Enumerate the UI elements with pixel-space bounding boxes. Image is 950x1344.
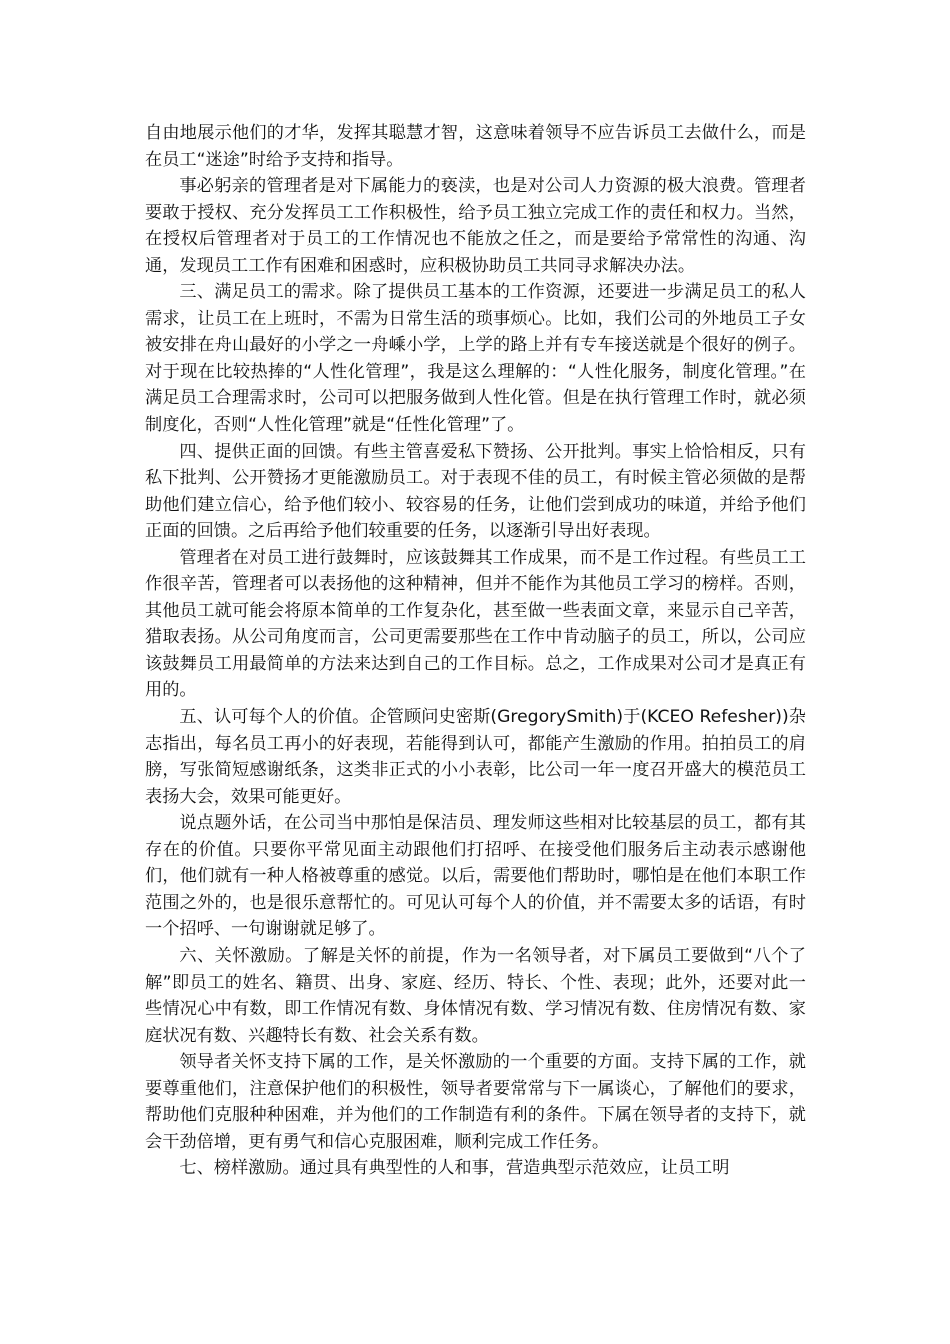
paragraph-section-6: 六、关怀激励。了解是关怀的前提，作为一名领导者，对下属员工要做到“八个了解”即员工的姓名、籍贯、出身、家庭、经历、特长、个性、表现；此外，还要对此一些情况心中有数，即工作情况有数、身体情况有数、学习情况有数、住房情况有数、家庭状况有数、兴趣特长有数、社会关系有数。	[145, 945, 806, 1046]
paragraph-continuation: 自由地展示他们的才华，发挥其聪慧才智，这意味着领导不应告诉员工去做什么，而是在员工“迷途”时给予支持和指导。	[145, 123, 806, 170]
paragraph-encourage-results: 管理者在对员工进行鼓舞时，应该鼓舞其工作成果，而不是工作过程。有些员工工作很辛苦，管理者可以表扬他的这种精神，但并不能作为其他员工学习的榜样。否则，其他员工就可能会将原本简单的工作复杂化，甚至做一些表面文章，来显示自己辛苦，猎取表扬。从公司角度而言，公司更需要那些在工作中肯动脑子的员工，所以，公司应该鼓舞员工用最简单的方法来达到自己的工作目标。总之，工作成果对公司才是真正有用的。	[145, 547, 806, 701]
paragraph-section-4: 四、提供正面的回馈。有些主管喜爱私下赞扬、公开批判。事实上恰恰相反，只有私下批判、公开赞扬才更能激励员工。对于表现不佳的员工，有时候主管必须做的是帮助他们建立信心，给予他们较小、较容易的任务，让他们尝到成功的味道，并给予他们正面的回馈。之后再给予他们较重要的任务，以逐渐引导出好表现。	[145, 441, 806, 542]
paragraph-aside: 说点题外话，在公司当中那怕是保洁员、理发师这些相对比较基层的员工，都有其存在的价值。只要你平常见面主动跟他们打招呼、在接受他们服务后主动表示感谢他们，他们就有一种人格被尊重的感觉。以后，需要他们帮助时，哪怕是在他们本职工作范围之外的，也是很乐意帮忙的。可见认可每个人的价值，并不需要太多的话语，有时一个招呼、一句谢谢就足够了。	[145, 813, 806, 940]
paragraph-section-7: 七、榜样激励。通过具有典型性的人和事，营造典型示范效应，让员工明	[179, 1158, 730, 1179]
paragraph-support: 领导者关怀支持下属的工作，是关怀激励的一个重要的方面。支持下属的工作，就要尊重他们，注意保护他们的积极性，领导者要常常与下一属谈心，了解他们的要求，帮助他们克服种种困难，并为他们的工作制造有利的条件。下属在领导者的支持下，就会干劲倍增，更有勇气和信心克服困难，顺利完成工作任务。	[145, 1052, 806, 1152]
paragraph-section-3: 三、满足员工的需求。除了提供员工基本的工作资源，还要进一步满足员工的私人需求，让员工在上班时，不需为日常生活的琐事烦心。比如，我们公司的外地员工子女被安排在舟山最好的小学之一舟嵊小学，上学的路上并有专车接送就是个很好的例子。对于现在比较热捧的“人性化管理”，我是这么理解的：“人性化服务，制度化管理。”在满足员工合理需求时，公司可以把服务做到人性化管。但是在执行管理工作时，就必须制度化，否则“人性化管理”就是“任性化管理”了。	[145, 282, 806, 436]
paragraph-delegation: 事必躬亲的管理者是对下属能力的亵渎，也是对公司人力资源的极大浪费。管理者要敢于授权、充分发挥员工工作积极性，给予员工独立完成工作的责任和权力。当然，在授权后管理者对于员工的工作情况也不能放之任之，而是要给予常常性的沟通、沟通，发现员工工作有困难和困惑时，应积极协助员工共同寻求解决办法。	[145, 176, 806, 276]
paragraph-section-5: 五、认可每个人的价值。企管顾问史密斯(GregorySmith)于(KCEO Refesher))杂志指出，每名员工再小的好表现，若能得到认可，都能产生激励的作用。拍拍员工的肩膀，写张简短感谢纸条，这类非正式的小小表彰，比公司一年一度召开盛大的模范员工表扬大会，效果可能更好。	[145, 707, 806, 807]
document-body	[145, 120, 806, 1182]
